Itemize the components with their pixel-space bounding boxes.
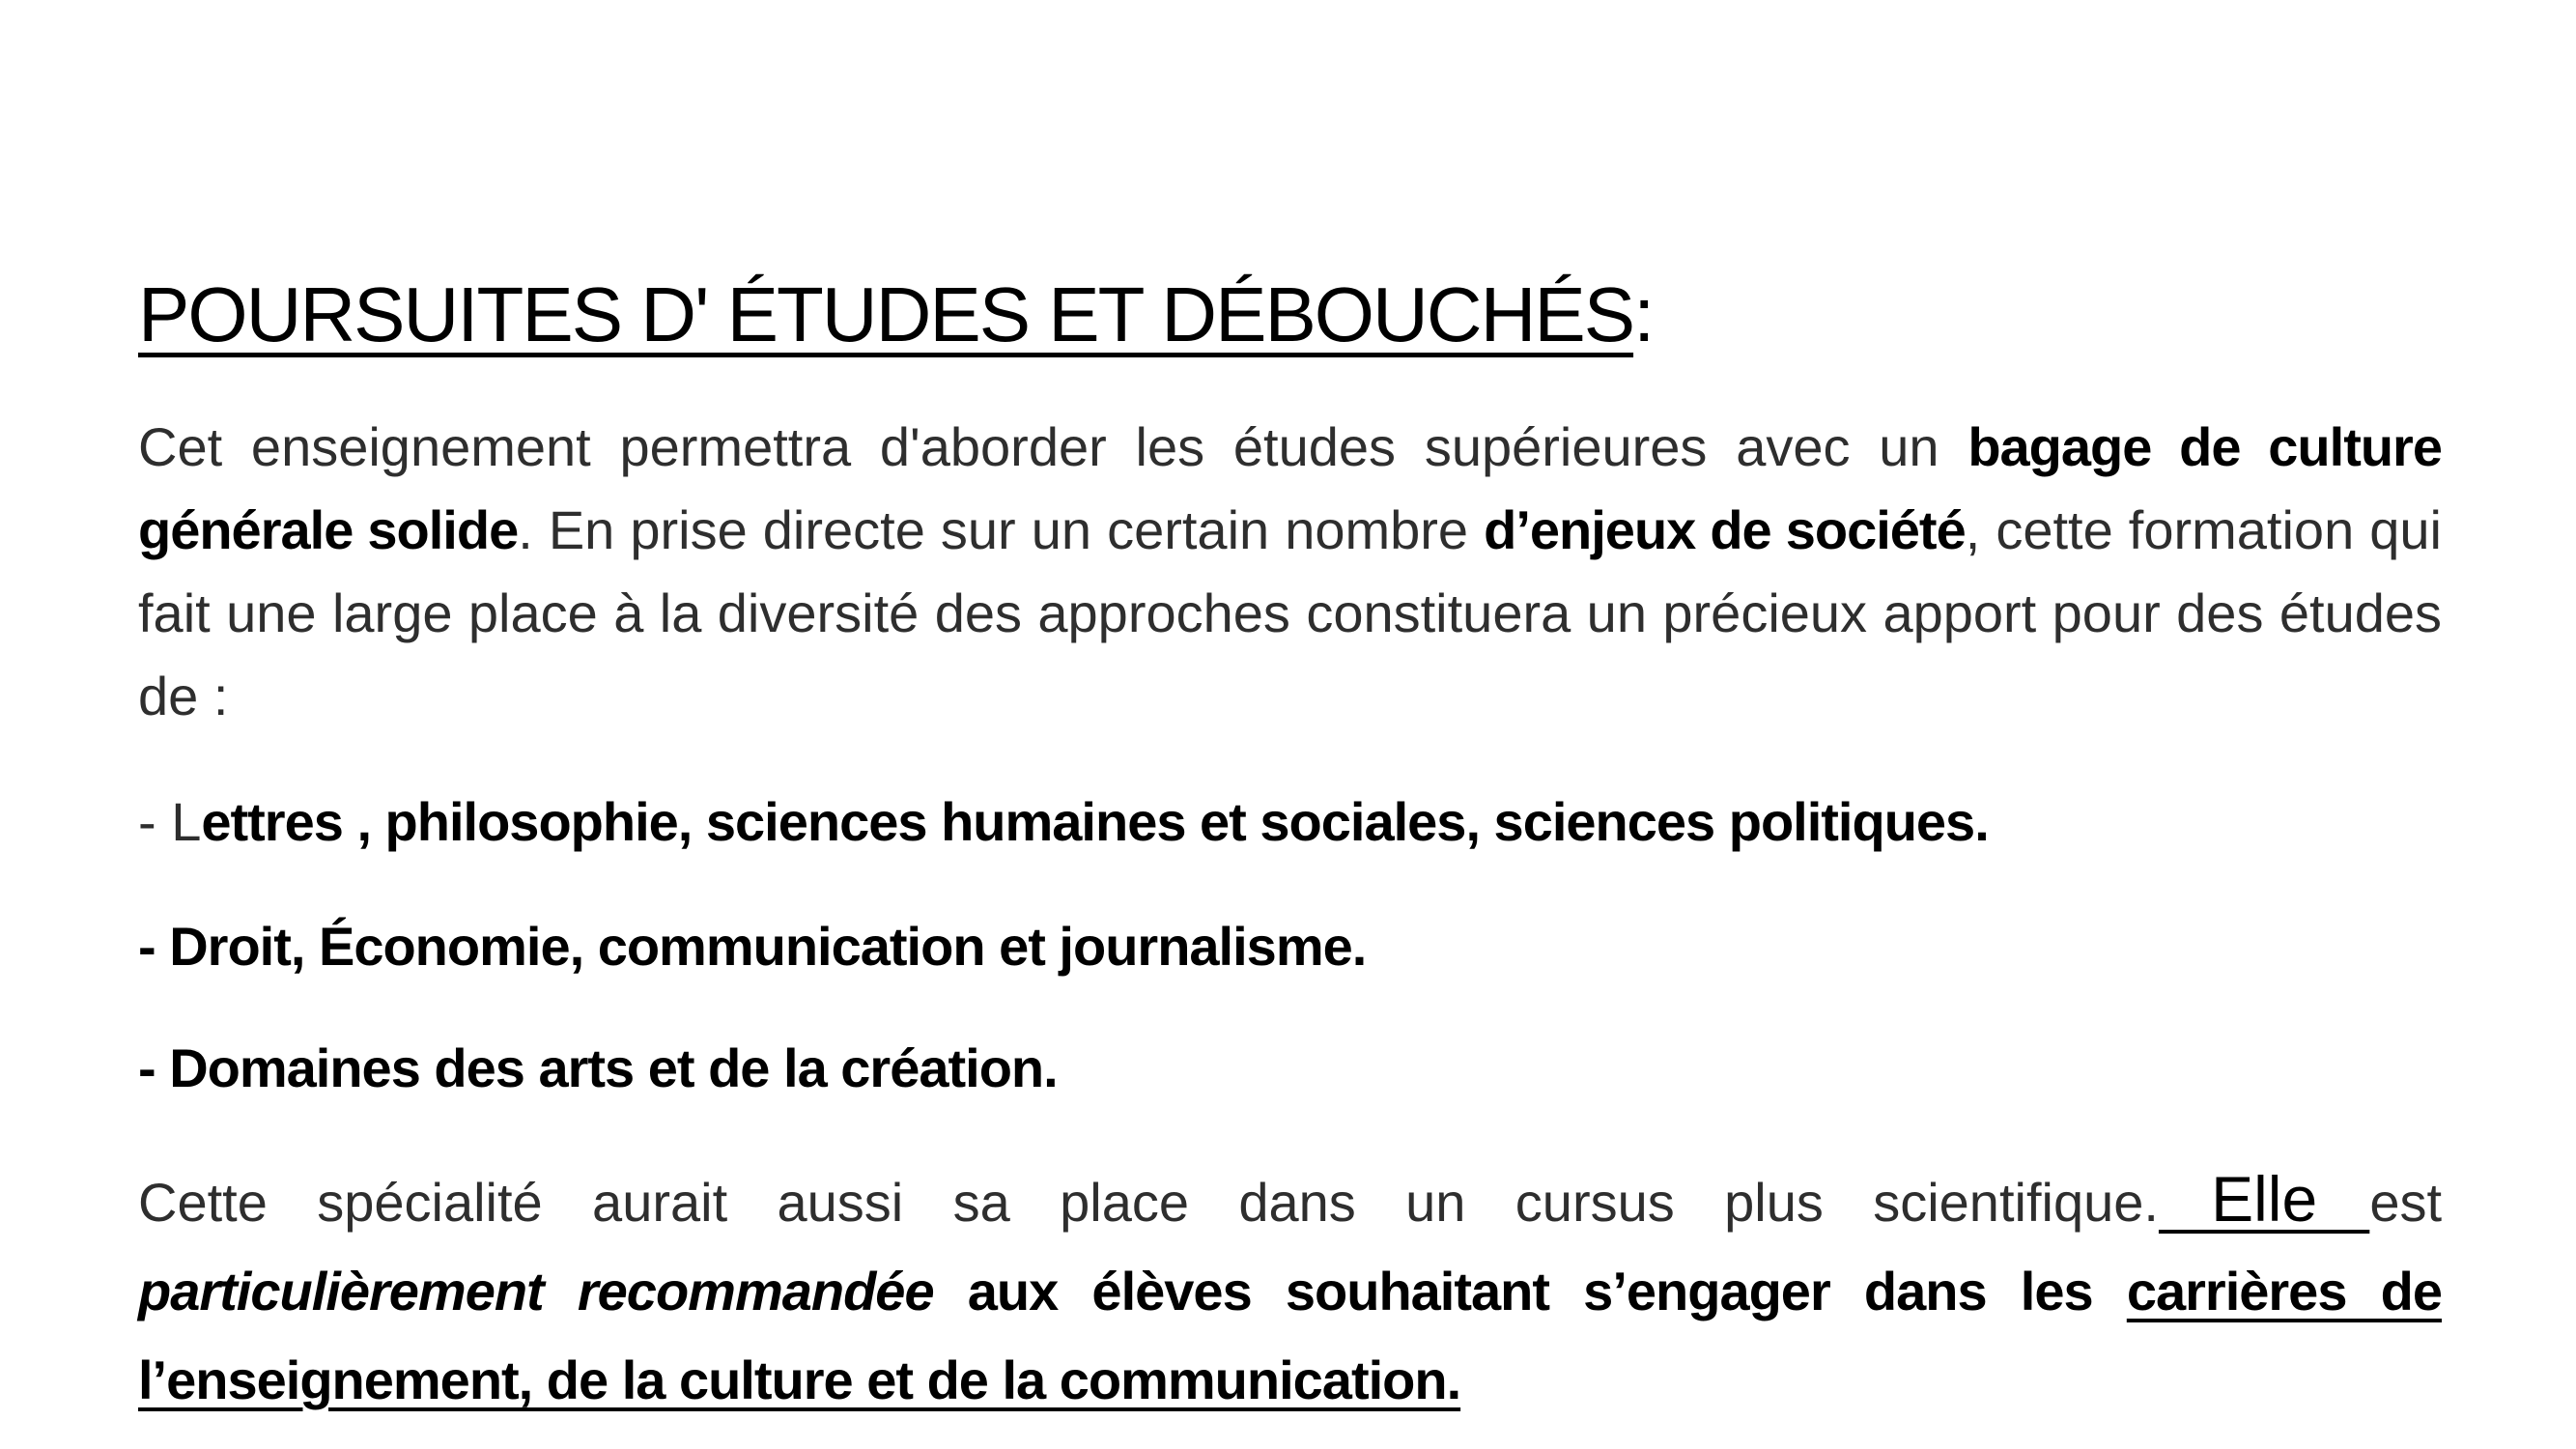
studies-list-2: [138, 905, 2442, 988]
intro-text-1: Cet enseignement permettra d'aborder les études supérieures avec un: [138, 416, 1968, 477]
closing-text-1: Cette spécialité aurait aussi sa place dans un cursus plus scientifique.: [138, 1172, 2159, 1233]
closing-underlined: carrières de l’enseignement, de la culture et de la communication.: [138, 1261, 2442, 1410]
studies-list-3: [138, 1027, 2442, 1110]
list-item-arts-text: - Domaines des arts et de la création.: [138, 1037, 1058, 1098]
intro-paragraph: [138, 406, 2442, 738]
list-item-arts: [138, 1027, 2442, 1110]
list-item-lettres-prefix: - L: [138, 791, 202, 852]
slide-title-colon: :: [1633, 271, 1654, 357]
closing-bold: aux élèves souhaitant s’engager dans les: [933, 1261, 2127, 1321]
list-item-lettres: [138, 781, 2442, 864]
closing-paragraph: [138, 1154, 2442, 1425]
slide-title: [138, 269, 1653, 361]
closing-text-2: est: [2369, 1172, 2443, 1233]
list-item-lettres-text: ettres , philosophie, sciences humaines et sociales, sciences politiques.: [201, 791, 1989, 852]
intro-text-2: . En prise directe sur un certain nombre: [518, 499, 1485, 560]
intro-text-3: , cette formation qui fait une large place à la diversité des approches constituera un précieux apport pour des études de :: [138, 499, 2442, 726]
closing-elle: Elle: [2158, 1163, 2370, 1235]
list-item-droit-text: - Droit, Économie, communication et journalisme.: [138, 916, 1367, 977]
intro-bold-1: bagage de culture générale solide: [138, 416, 2442, 560]
list-item-droit: [138, 905, 2442, 988]
intro-bold-2: d’enjeux de société: [1484, 499, 1966, 560]
studies-list: [138, 781, 2442, 864]
closing-section: [138, 1154, 2442, 1425]
slide-body: [138, 406, 2442, 738]
slide-title-text: POURSUITES D' ÉTUDES ET DÉBOUCHÉS: [138, 271, 1634, 357]
closing-italic: particulièrement recommandée: [138, 1261, 934, 1321]
